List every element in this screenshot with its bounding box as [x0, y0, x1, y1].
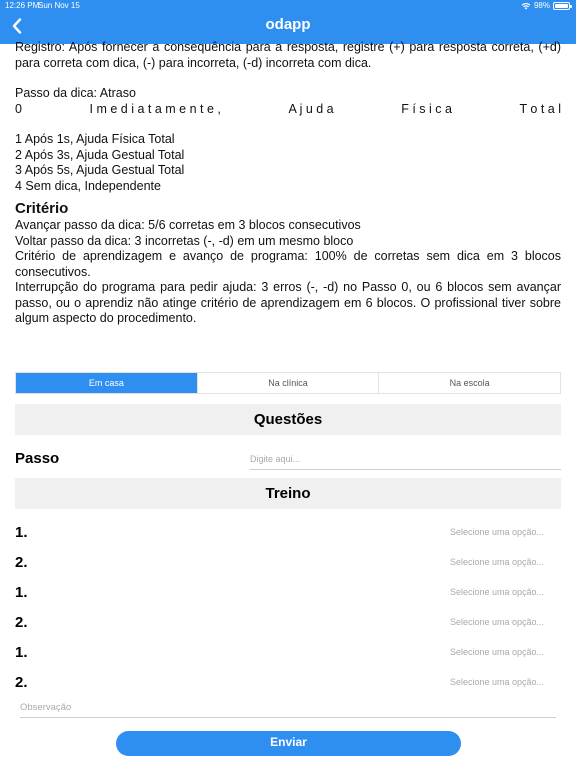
treino-row-number: 1.: [15, 524, 28, 541]
passo-dica-label: Passo da dica: Atraso: [15, 86, 136, 100]
battery-icon: [553, 2, 570, 10]
criterio-line: Avançar passo da dica: 5/6 corretas em 3 blocos consecutivos: [15, 218, 361, 232]
battery-percent: 98%: [533, 1, 550, 10]
tab-na-clinica[interactable]: Na clínica: [197, 373, 379, 393]
criterio-line: Voltar passo da dica: 3 incorretas (-, -d) em um mesmo bloco: [15, 233, 354, 248]
app-title: odapp: [265, 16, 311, 33]
dica-item: 2 Após 3s, Ajuda Gestual Total: [15, 147, 185, 162]
option-select[interactable]: Selecione uma opção...: [449, 587, 544, 597]
dica-item: 3 Após 5s, Ajuda Gestual Total: [15, 163, 185, 177]
dica-zero-token: F í s i c a: [401, 101, 452, 116]
registro-paragraph: Registro: Após fornecer a consequência para a resposta, registre (+) para resposta correta, (+d) para correta com dica, (-) para incorreta, (-d) incorreta com dica.: [15, 40, 561, 70]
dica-zero-token: 0: [15, 101, 22, 116]
dica-zero-token: T o t a l: [519, 101, 561, 116]
treino-row: [15, 552, 561, 574]
dica-item: 4 Sem dica, Independente: [15, 178, 161, 193]
status-time: 12:26 PM: [5, 1, 40, 10]
option-select[interactable]: Selecione uma opção...: [449, 527, 544, 537]
treino-row-number: 2.: [15, 554, 28, 571]
treino-row: [15, 642, 561, 664]
tab-na-escola[interactable]: Na escola: [378, 373, 560, 393]
treino-row: [15, 582, 561, 604]
questoes-header: Questões: [15, 404, 561, 435]
treino-row: [15, 522, 561, 544]
navigation-bar: [0, 0, 576, 44]
procedure-text: [15, 40, 561, 327]
option-select[interactable]: Selecione uma opção...: [449, 677, 544, 687]
dica-zero-line: [15, 102, 561, 118]
treino-row: [15, 672, 561, 694]
dica-item: 1 Após 1s, Ajuda Física Total: [15, 132, 175, 146]
criterio-line: Interrupção do programa para pedir ajuda: 3 erros (-, -d) no Passo 0, ou 6 blocos sem avançar passo, ou o aprendiz não atinge critério de aprendizagem em 6 blocos. O profissional tiver sobre algum aspecto do procedimento.: [15, 280, 561, 325]
tab-em-casa[interactable]: Em casa: [16, 373, 197, 393]
criterio-heading: Critério: [15, 200, 69, 217]
location-tabs: [15, 372, 561, 394]
status-date: Sun Nov 15: [38, 1, 80, 10]
option-select[interactable]: Selecione uma opção...: [449, 557, 544, 567]
observacao-input[interactable]: [20, 697, 556, 718]
passo-input[interactable]: [250, 449, 561, 470]
battery-fill: [555, 4, 568, 8]
dica-zero-token: A j u d a: [288, 101, 334, 116]
option-select[interactable]: Selecione uma opção...: [449, 617, 544, 627]
treino-row-number: 2.: [15, 614, 28, 631]
wifi-icon: [521, 2, 531, 10]
treino-header: Treino: [15, 478, 561, 509]
criterio-line: Critério de aprendizagem e avanço de programa: 100% de corretas sem dica em 3 blocos consecutivos.: [15, 249, 561, 279]
submit-button[interactable]: Enviar: [116, 731, 461, 756]
passo-label: Passo: [15, 450, 60, 467]
status-indicators: [521, 1, 570, 10]
treino-row-number: 1.: [15, 584, 28, 601]
treino-row: [15, 612, 561, 634]
dica-zero-token: I m e d i a t a m e n t e ,: [89, 101, 221, 116]
treino-row-number: 2.: [15, 674, 28, 691]
option-select[interactable]: Selecione uma opção...: [449, 647, 544, 657]
treino-row-number: 1.: [15, 644, 28, 661]
